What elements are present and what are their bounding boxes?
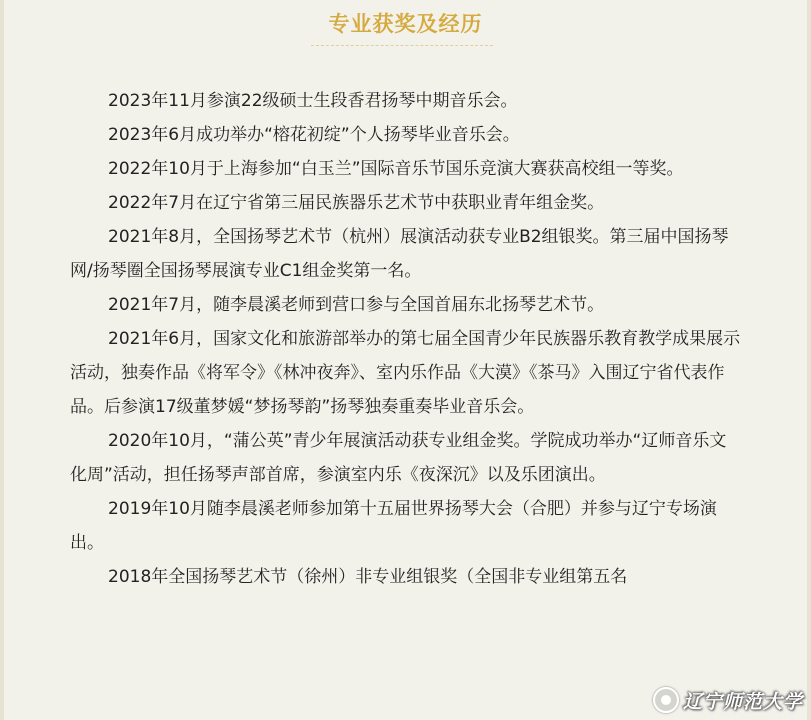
watermark <box>653 682 803 718</box>
award-paragraph: 2022年10月于上海参加“白玉兰”国际音乐节国乐竞演大赛获高校组一等奖。 <box>108 159 684 179</box>
award-paragraph: 2022年7月在辽宁省第三届民族器乐艺术节中获职业青年组金奖。 <box>108 193 605 213</box>
section-header <box>0 8 811 44</box>
award-paragraph: 2019年10月随李晨溪老师参加第十五届世界扬琴大会（合肥）并参与辽宁专场演出。 <box>70 499 717 553</box>
award-paragraph: 2021年7月，随李晨溪老师到营口参与全国首届东北扬琴艺术节。 <box>108 295 605 315</box>
award-paragraph: 2020年10月，“蒲公英”青少年展演活动获专业组金奖。学院成功举办“辽师音乐文化周”活动，担任扬琴声部首席，参演室内乐《夜深沉》以及乐团演出。 <box>70 431 727 485</box>
award-paragraph: 2023年6月成功举办“榕花初绽”个人扬琴毕业音乐会。 <box>108 125 520 145</box>
section-title: 专业获奖及经历 <box>328 12 483 36</box>
award-paragraph: 2023年11月参演22级硕士生段香君扬琴中期音乐会。 <box>108 91 518 111</box>
award-paragraph: 2018年全国扬琴艺术节（徐州）非专业组银奖（全国非专业组第五名 <box>108 567 628 587</box>
left-border <box>0 0 4 720</box>
awards-list <box>70 84 742 594</box>
title-divider <box>311 45 493 46</box>
right-border <box>807 0 811 720</box>
university-logo-icon <box>653 687 679 713</box>
watermark-text: 辽宁师范大学 <box>682 690 803 713</box>
award-paragraph: 2021年8月，全国扬琴艺术节（杭州）展演活动获专业B2组银奖。第三届中国扬琴网/扬琴圈全国扬琴展演专业C1组金奖第一名。 <box>70 227 729 281</box>
award-paragraph: 2021年6月，国家文化和旅游部举办的第七届全国青少年民族器乐教育教学成果展示活动，独奏作品《将军令》《林冲夜奔》、室内乐作品《大漠》《茶马》入围辽宁省代表作品。后参演17级董梦媛“梦扬琴韵”扬琴独奏重奏毕业音乐会。 <box>70 329 741 417</box>
